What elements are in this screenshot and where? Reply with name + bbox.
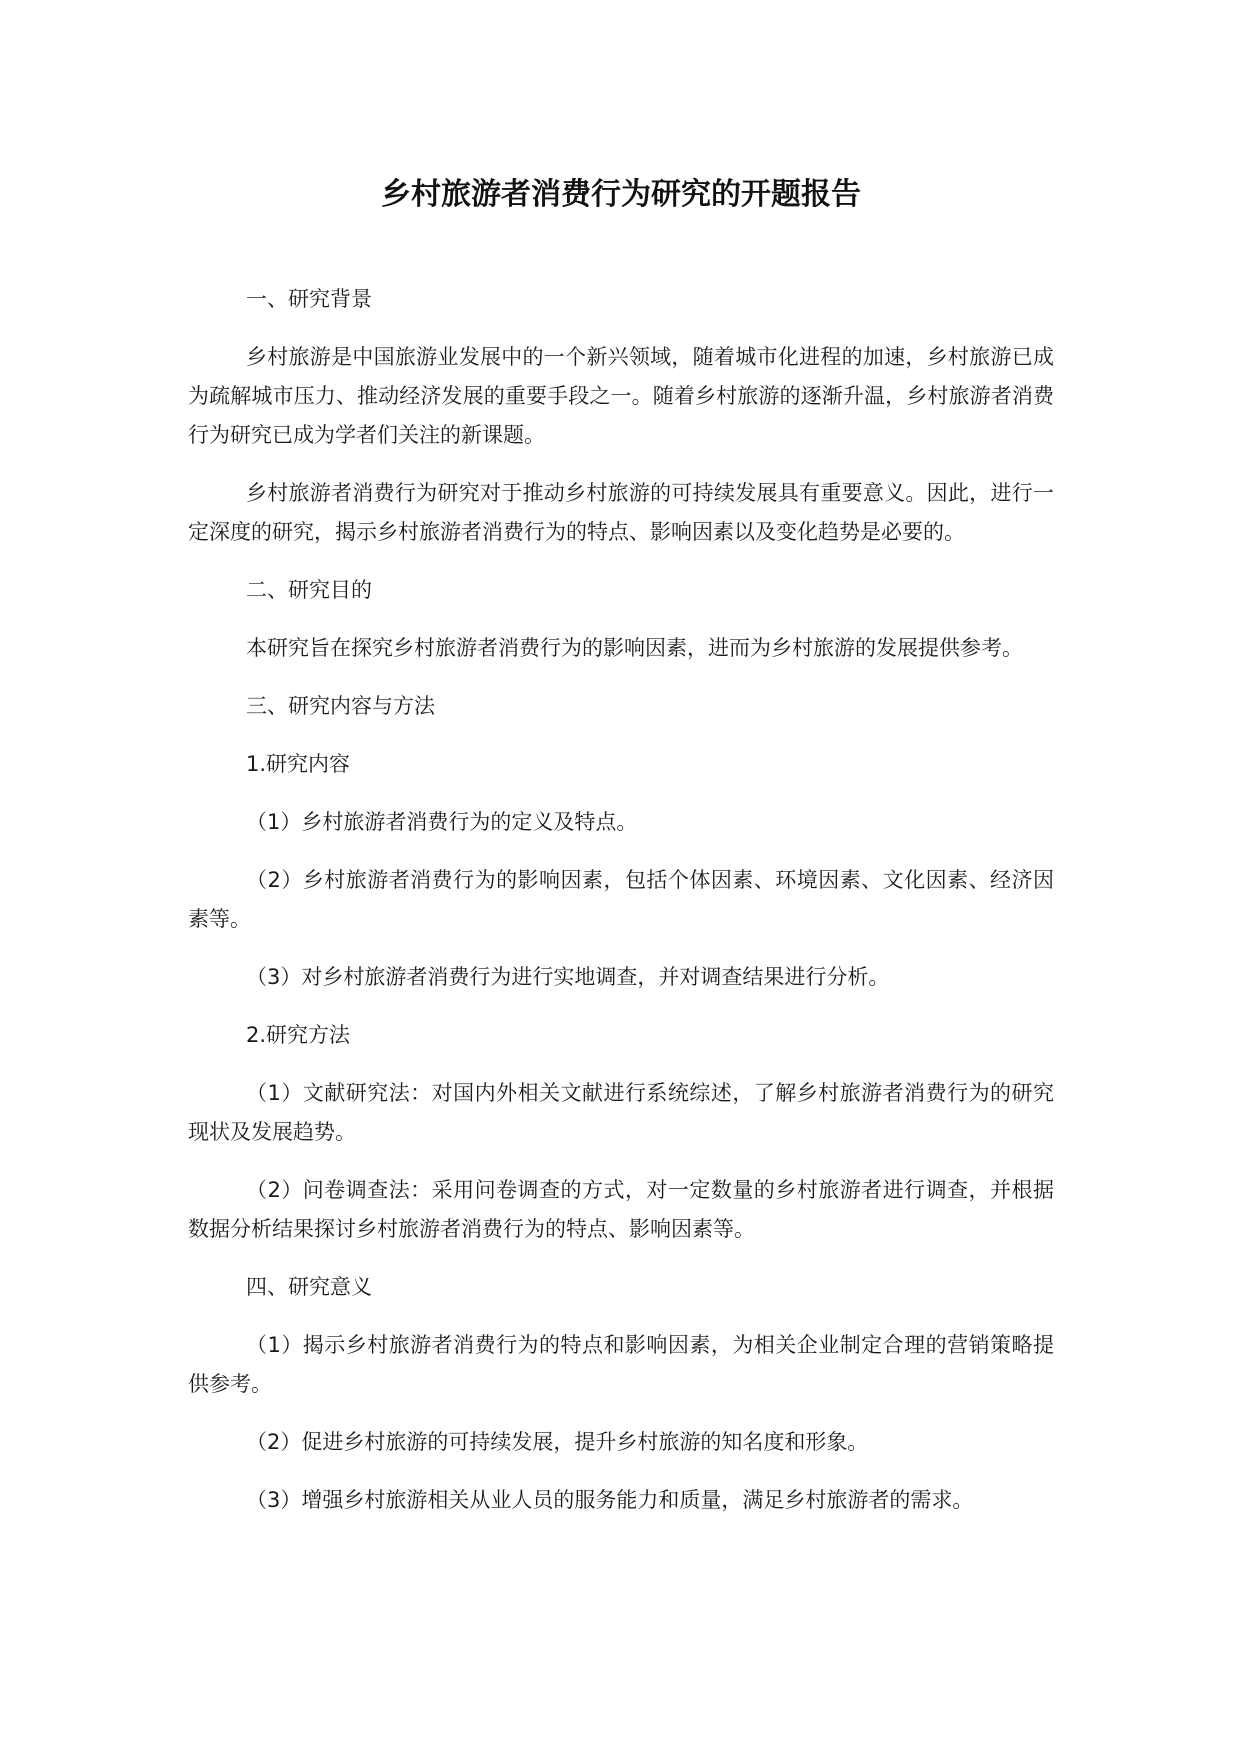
list-item: （2）促进乡村旅游的可持续发展，提升乡村旅游的知名度和形象。 [246,1430,869,1454]
heading-research-significance: 四、研究意义 [246,1275,372,1299]
list-item: （1）文献研究法：对国内外相关文献进行系统综述，了解乡村旅游者消费行为的研究现状及发展趋势。 [188,1081,1054,1144]
heading-research-content-method: 三、研究内容与方法 [246,694,435,718]
paragraph: 乡村旅游是中国旅游业发展中的一个新兴领域，随着城市化进程的加速，乡村旅游已成为疏解城市压力、推动经济发展的重要手段之一。随着乡村旅游的逐渐升温，乡村旅游者消费行为研究已成为学者们关注的新课题。 [188,345,1054,447]
paragraph: 本研究旨在探究乡村旅游者消费行为的影响因素，进而为乡村旅游的发展提供参考。 [246,636,1023,660]
document-body [188,280,1054,1539]
list-item: （3）增强乡村旅游相关从业人员的服务能力和质量，满足乡村旅游者的需求。 [246,1488,974,1512]
list-item: （1）乡村旅游者消费行为的定义及特点。 [246,810,638,834]
paragraph: 乡村旅游者消费行为研究对于推动乡村旅游的可持续发展具有重要意义。因此，进行一定深度的研究，揭示乡村旅游者消费行为的特点、影响因素以及变化趋势是必要的。 [188,481,1054,544]
heading-research-background: 一、研究背景 [246,287,372,311]
document-title: 乡村旅游者消费行为研究的开题报告 [381,177,861,212]
subheading-research-content: 1.研究内容 [246,752,351,776]
heading-research-purpose: 二、研究目的 [246,578,372,602]
list-item: （2）乡村旅游者消费行为的影响因素，包括个体因素、环境因素、文化因素、经济因素等。 [188,868,1054,931]
list-item: （1）揭示乡村旅游者消费行为的特点和影响因素，为相关企业制定合理的营销策略提供参考。 [188,1333,1054,1396]
list-item: （3）对乡村旅游者消费行为进行实地调查，并对调查结果进行分析。 [246,965,890,989]
list-item: （2）问卷调查法：采用问卷调查的方式，对一定数量的乡村旅游者进行调查，并根据数据分析结果探讨乡村旅游者消费行为的特点、影响因素等。 [188,1178,1054,1241]
subheading-research-method: 2.研究方法 [246,1023,351,1047]
